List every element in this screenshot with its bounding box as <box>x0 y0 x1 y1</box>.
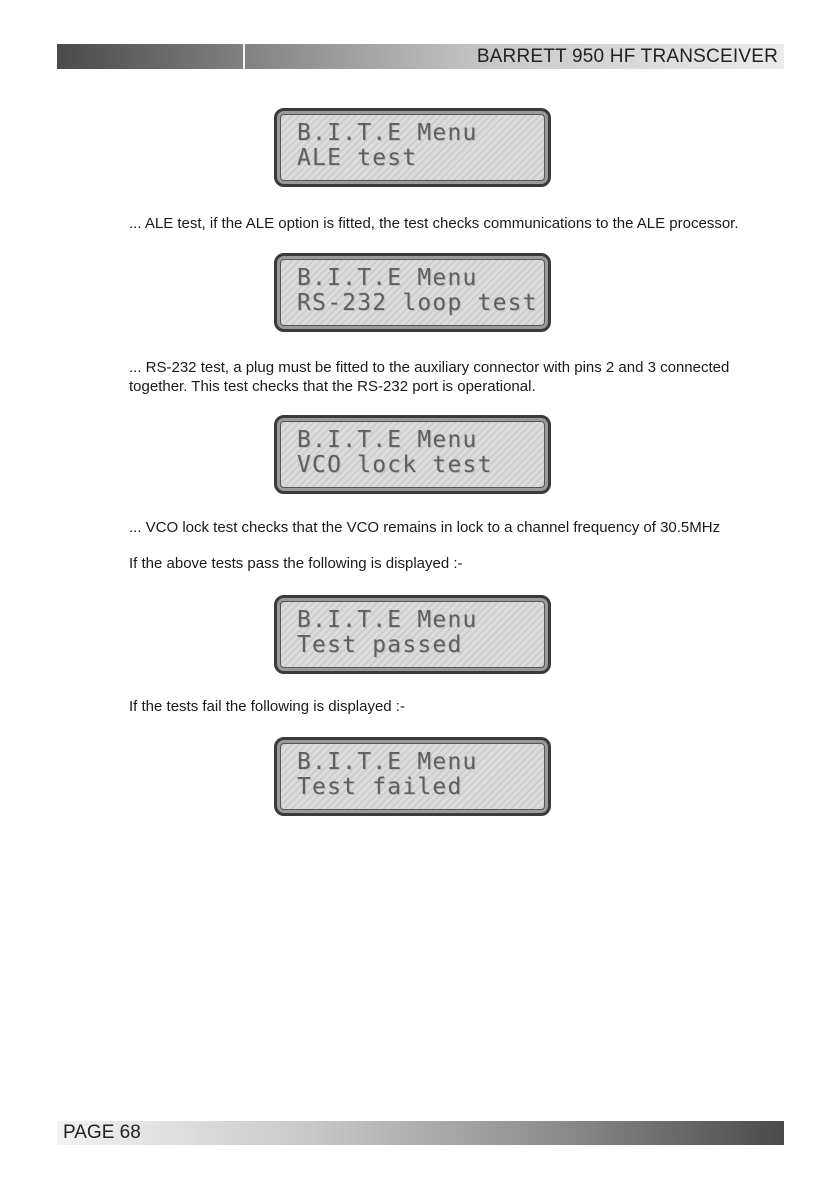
lcd-line-2: RS-232 loop test <box>297 290 538 316</box>
header-divider <box>243 44 245 69</box>
lcd-line-2: VCO lock test <box>297 452 493 478</box>
paragraph-rs232-test: ... RS-232 test, a plug must be fitted to the auxiliary connector with pins 2 and 3 connected together. This test checks that the RS-232 port is operational. <box>129 359 730 395</box>
lcd-line-1: B.I.T.E Menu <box>297 607 478 633</box>
page-number: PAGE 68 <box>63 1122 141 1143</box>
lcd-line-1: B.I.T.E Menu <box>297 427 478 453</box>
lcd-display-test-failed <box>274 737 551 816</box>
lcd-display-test-passed <box>274 595 551 674</box>
paragraph-vco-lock-test: ... VCO lock test checks that the VCO remains in lock to a channel frequency of 30.5MHz <box>129 519 721 536</box>
paragraph-pass-intro: If the above tests pass the following is displayed :- <box>129 555 463 572</box>
lcd-line-2: ALE test <box>297 145 418 171</box>
lcd-display-ale-test <box>274 108 551 187</box>
footer-bar <box>57 1121 784 1145</box>
lcd-line-2: Test passed <box>297 632 463 658</box>
lcd-line-2: Test failed <box>297 774 463 800</box>
lcd-line-1: B.I.T.E Menu <box>297 749 478 775</box>
header-title: BARRETT 950 HF TRANSCEIVER <box>476 46 778 67</box>
paragraph-fail-intro: If the tests fail the following is displayed :- <box>129 698 405 715</box>
paragraph-ale-test: ... ALE test, if the ALE option is fitted, the test checks communications to the ALE processor. <box>129 215 739 232</box>
lcd-display-rs232-test <box>274 253 551 332</box>
lcd-line-1: B.I.T.E Menu <box>297 120 478 146</box>
lcd-display-vco-lock-test <box>274 415 551 494</box>
lcd-line-1: B.I.T.E Menu <box>297 265 478 291</box>
